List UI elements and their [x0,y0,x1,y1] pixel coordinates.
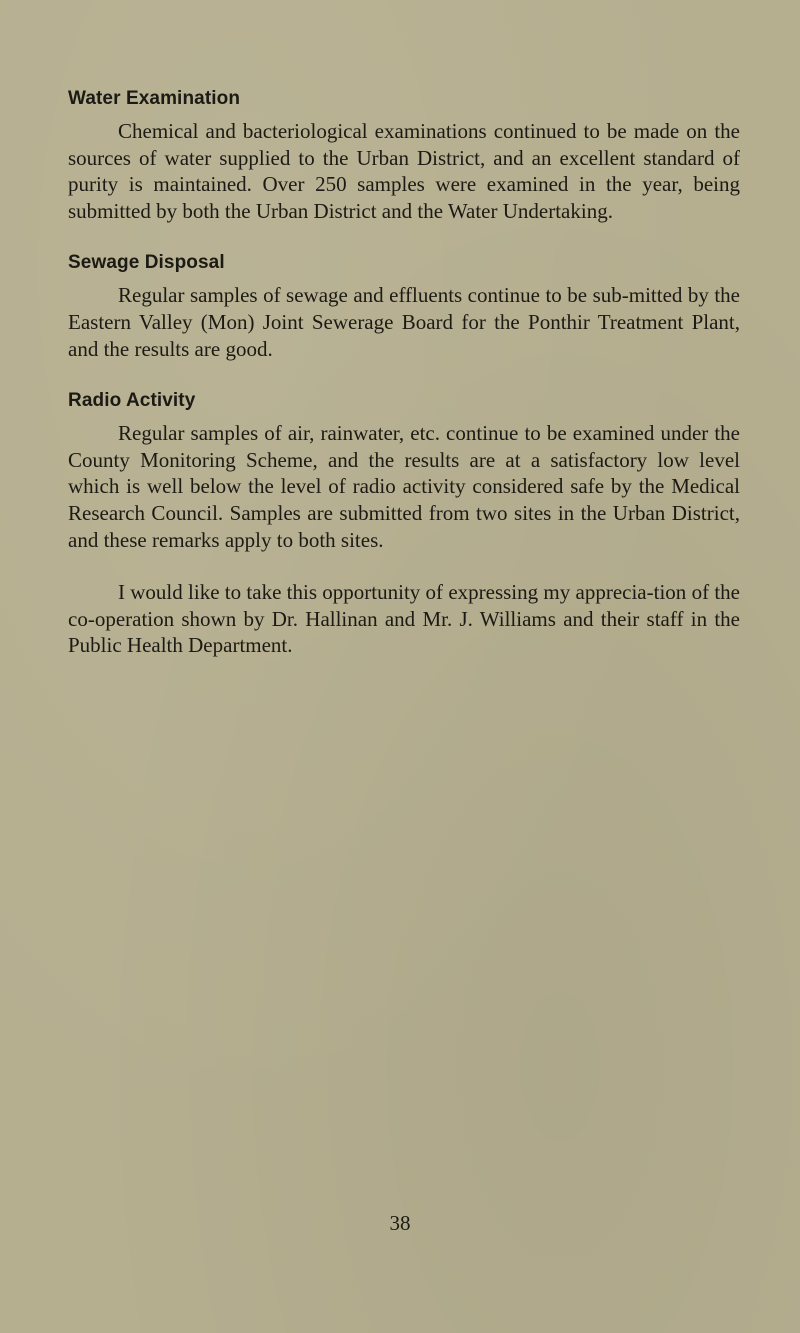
section-heading: Sewage Disposal [68,252,225,274]
section-water-examination [68,86,740,224]
closing-paragraph: I would like to take this opportunity of expressing my apprecia-tion of the co-operation shown by Dr. Hallinan and Mr. J. Williams and their staff in the Public Health Department. [68,580,740,658]
section-body: Chemical and bacteriological examinations continued to be made on the sources of water supplied to the Urban District, and an excellent standard of purity is maintained. Over 250 samples were examined in the year, being submitted by both the Urban District and the Water Undertaking. [68,119,740,223]
page-number: 38 [389,1211,411,1235]
section-heading: Radio Activity [68,390,196,412]
page-content [68,86,740,659]
section-sewage-disposal [68,250,740,362]
section-radio-activity [68,388,740,553]
section-body: Regular samples of sewage and effluents continue to be sub-mitted by the Eastern Valley (Mon) Joint Sewerage Board for the Ponthir Treatment Plant, and the results are good. [68,283,740,361]
section-body: Regular samples of air, rainwater, etc. continue to be examined under the County Monitoring Scheme, and the results are at a satisfactory low level which is well below the level of radio activity considered safe by the Medical Research Council. Samples are submitted from two sites in the Urban District, and these remarks apply to both sites. [68,421,740,552]
section-heading: Water Examination [68,88,241,109]
